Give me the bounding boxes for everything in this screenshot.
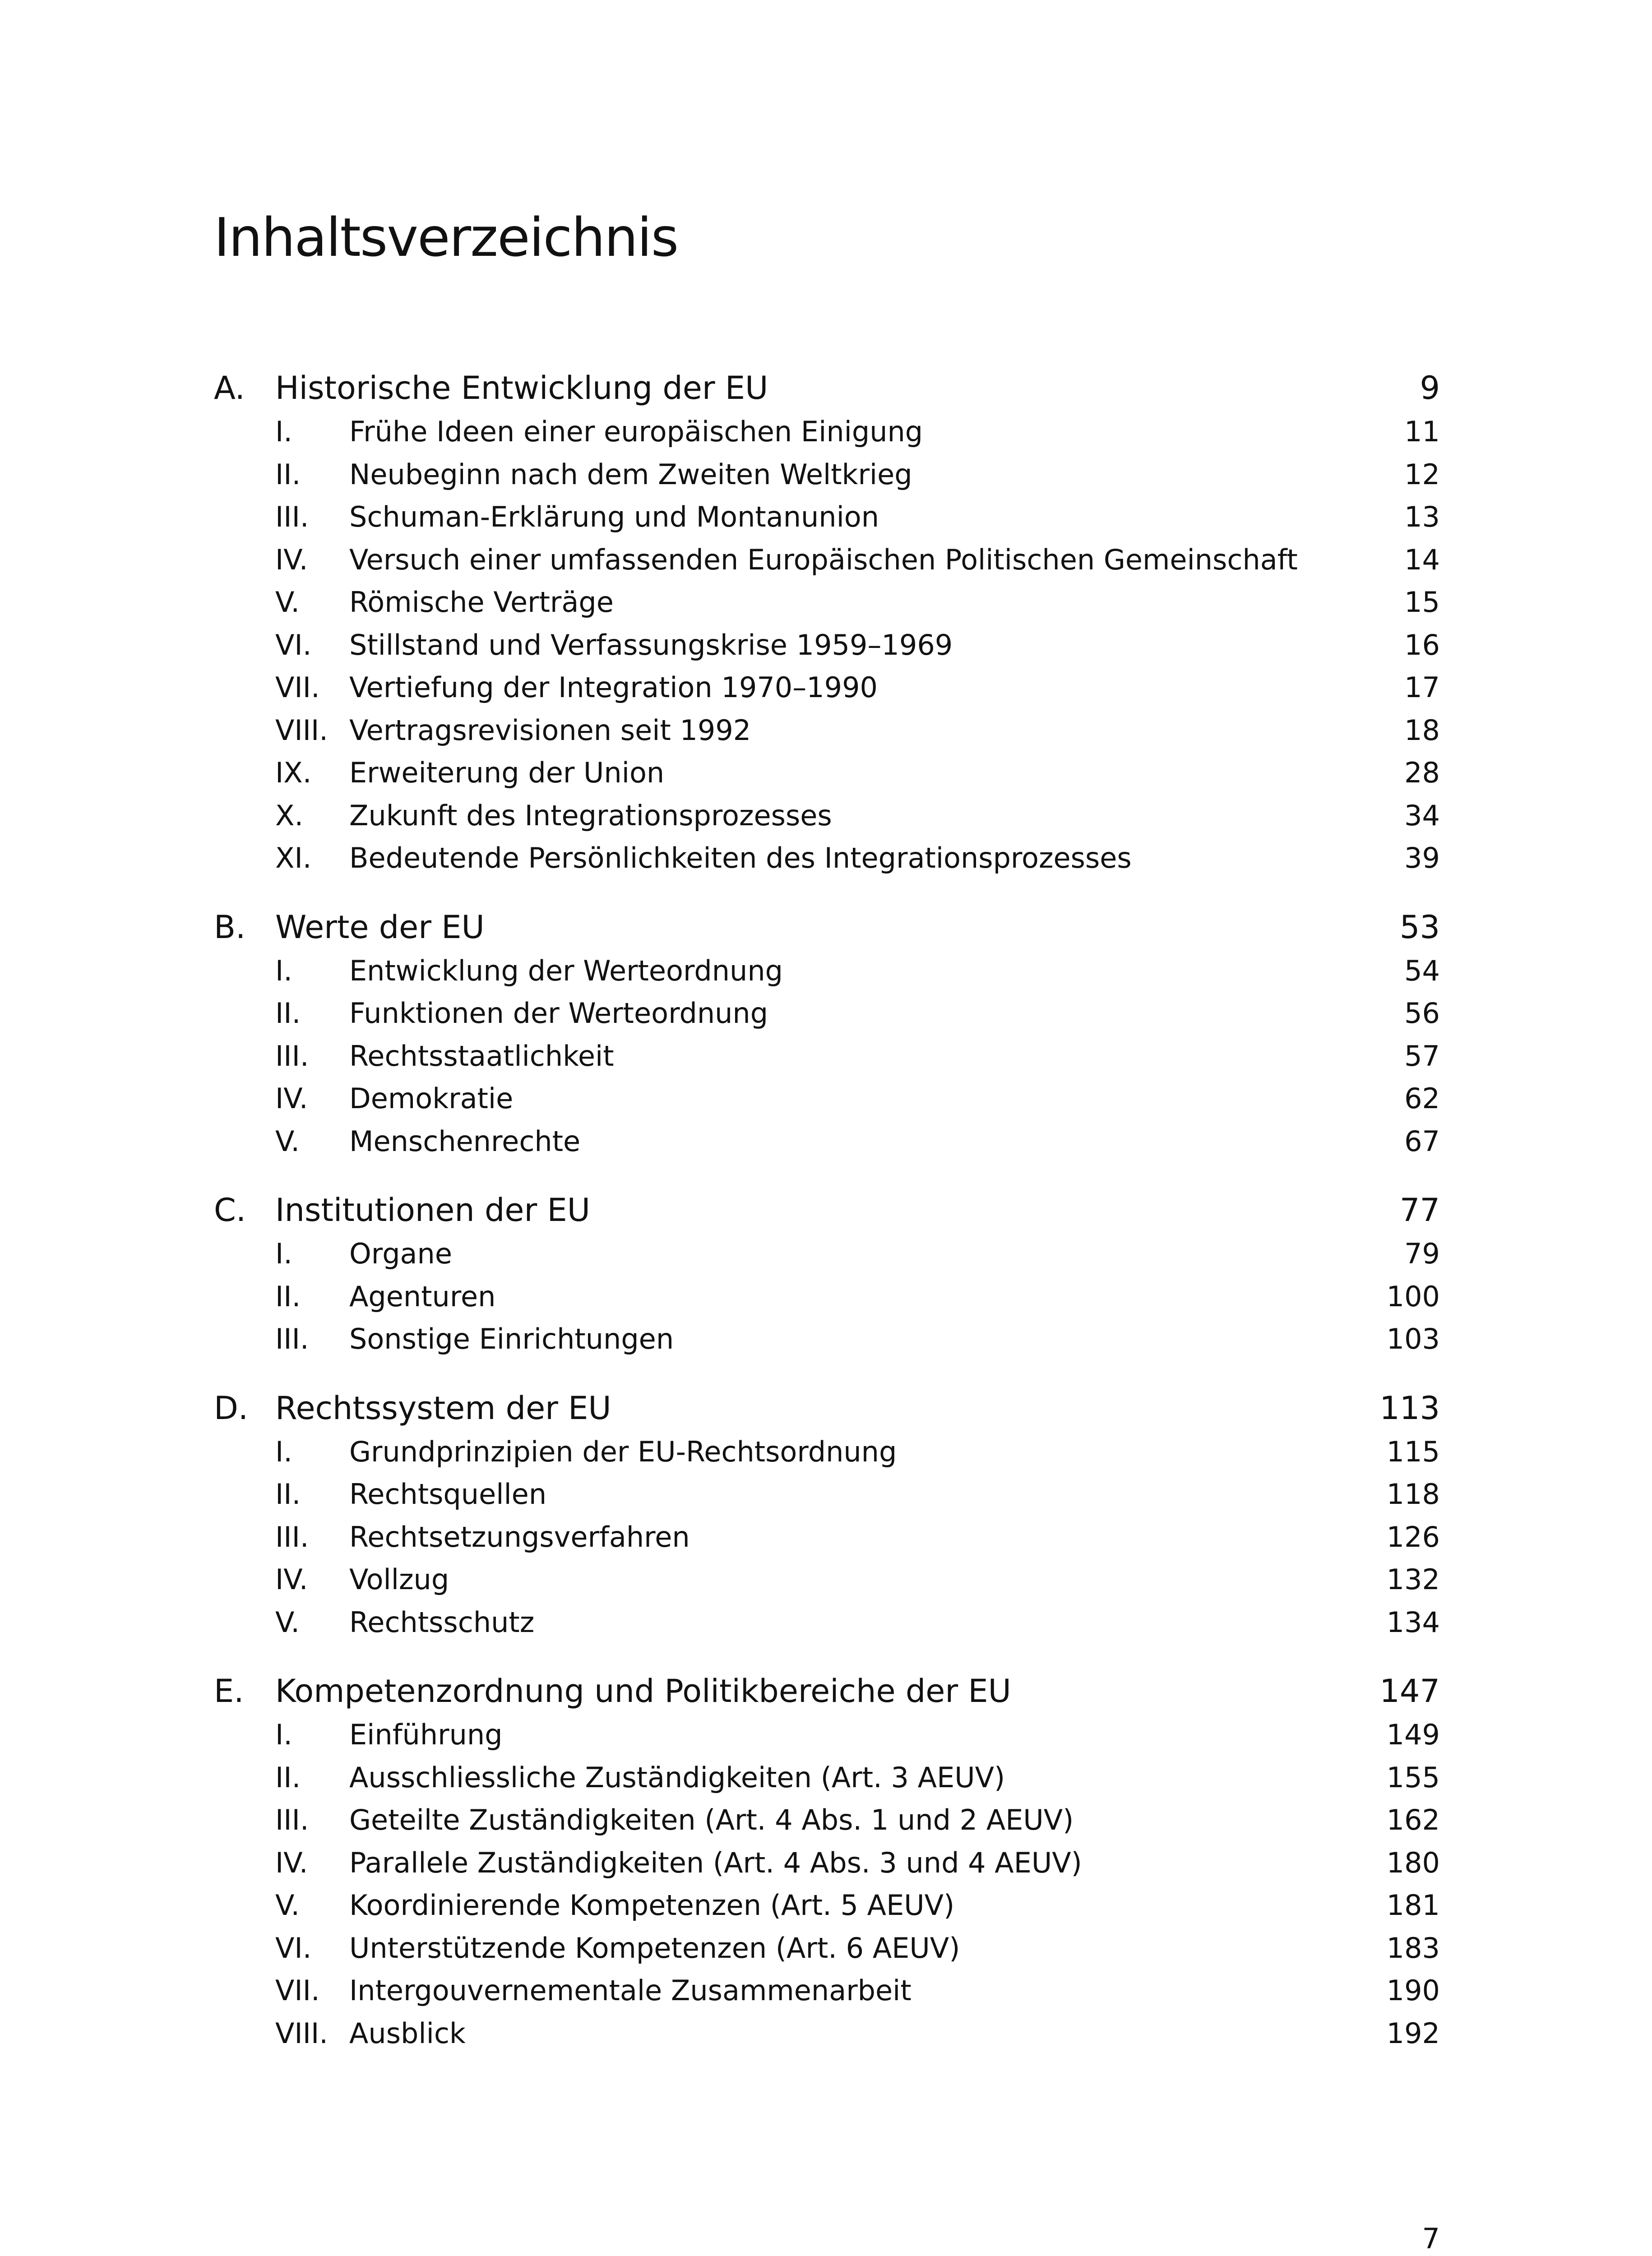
toc-subsection-entry[interactable] <box>214 1431 1440 1474</box>
toc-subsection-entry[interactable] <box>214 837 1440 880</box>
toc-subsection-entry[interactable] <box>214 1318 1440 1361</box>
subsection-title: Menschenrechte <box>349 1124 581 1158</box>
subsection-title: Einführung <box>349 1718 503 1751</box>
subsection-label: IV. <box>275 1082 308 1115</box>
toc-section <box>214 1188 1440 1361</box>
subsection-label: V. <box>275 1605 300 1639</box>
chapter-page: 53 <box>1399 908 1440 946</box>
subsection-title: Vertiefung der Integration 1970–1990 <box>349 671 878 704</box>
subsection-label: VIII. <box>275 713 328 747</box>
page-number: 7 <box>1422 2222 1440 2255</box>
subsection-label: IV. <box>275 1563 308 1596</box>
subsection-page: 11 <box>1404 415 1440 448</box>
toc-subsection-entry[interactable] <box>214 950 1440 993</box>
page-title: Inhaltsverzeichnis <box>214 206 678 268</box>
subsection-page: 162 <box>1386 1803 1440 1836</box>
subsection-page: 132 <box>1386 1563 1440 1596</box>
toc-subsection-entry[interactable] <box>214 1077 1440 1120</box>
subsection-page: 190 <box>1386 1974 1440 2007</box>
toc-subsection-entry[interactable] <box>214 666 1440 709</box>
toc-section <box>214 365 1440 880</box>
subsection-label: II. <box>275 997 301 1030</box>
subsection-label: VII. <box>275 671 320 704</box>
toc-subsection-entry[interactable] <box>214 2012 1440 2055</box>
subsection-label: VI. <box>275 1931 312 1965</box>
chapter-title: Kompetenzordnung und Politikbereiche der EU <box>275 1673 1011 1710</box>
subsection-title: Demokratie <box>349 1082 514 1115</box>
subsection-title: Unterstützende Kompetenzen (Art. 6 AEUV) <box>349 1931 960 1965</box>
subsection-title: Ausschliessliche Zuständigkeiten (Art. 3 AEUV) <box>349 1761 1005 1794</box>
subsection-title: Organe <box>349 1237 452 1270</box>
chapter-page: 113 <box>1379 1389 1440 1427</box>
chapter-title: Institutionen der EU <box>275 1192 590 1229</box>
subsection-label: III. <box>275 1520 309 1553</box>
toc-section <box>214 1386 1440 1644</box>
subsection-page: 183 <box>1386 1931 1440 1965</box>
subsection-page: 28 <box>1404 756 1440 789</box>
subsection-label: V. <box>275 1889 300 1922</box>
subsection-label: III. <box>275 1803 309 1836</box>
subsection-title: Zukunft des Integrationsprozesses <box>349 799 832 832</box>
subsection-page: 13 <box>1404 500 1440 533</box>
chapter-page: 9 <box>1420 370 1440 407</box>
chapter-label: C. <box>214 1192 246 1229</box>
chapter-title: Historische Entwicklung der EU <box>275 370 768 407</box>
toc-section <box>214 905 1440 1163</box>
subsection-label: III. <box>275 1322 309 1355</box>
subsection-title: Agenturen <box>349 1280 496 1313</box>
subsection-title: Rechtsetzungsverfahren <box>349 1520 690 1553</box>
toc-chapter-entry[interactable] <box>214 1188 1440 1233</box>
subsection-page: 192 <box>1386 2016 1440 2050</box>
subsection-title: Koordinierende Kompetenzen (Art. 5 AEUV) <box>349 1889 955 1922</box>
subsection-title: Rechtsquellen <box>349 1478 547 1511</box>
subsection-page: 56 <box>1404 997 1440 1030</box>
subsection-title: Vollzug <box>349 1563 449 1596</box>
subsection-page: 62 <box>1404 1082 1440 1115</box>
subsection-label: IV. <box>275 543 308 576</box>
subsection-page: 67 <box>1404 1124 1440 1158</box>
chapter-label: A. <box>214 370 245 407</box>
toc-subsection-entry[interactable] <box>214 1969 1440 2012</box>
toc-subsection-entry[interactable] <box>214 411 1440 453</box>
subsection-title: Ausblick <box>349 2016 466 2050</box>
subsection-page: 134 <box>1386 1605 1440 1639</box>
subsection-page: 100 <box>1386 1280 1440 1313</box>
toc-subsection-entry[interactable] <box>214 1842 1440 1885</box>
toc-subsection-entry[interactable] <box>214 1601 1440 1644</box>
toc-subsection-entry[interactable] <box>214 1120 1440 1163</box>
subsection-page: 18 <box>1404 713 1440 747</box>
subsection-title: Stillstand und Verfassungskrise 1959–1969 <box>349 628 953 661</box>
subsection-label: I. <box>275 1718 292 1751</box>
subsection-label: XI. <box>275 841 312 874</box>
subsection-title: Parallele Zuständigkeiten (Art. 4 Abs. 3 und 4 AEUV) <box>349 1846 1082 1879</box>
subsection-label: V. <box>275 586 300 619</box>
subsection-page: 149 <box>1386 1718 1440 1751</box>
subsection-label: III. <box>275 1039 309 1073</box>
subsection-title: Rechtsstaatlichkeit <box>349 1039 614 1073</box>
subsection-page: 34 <box>1404 799 1440 832</box>
subsection-title: Bedeutende Persönlichkeiten des Integrationsprozesses <box>349 841 1132 874</box>
table-of-contents <box>214 365 1440 2080</box>
subsection-label: VI. <box>275 628 312 661</box>
toc-subsection-entry[interactable] <box>214 1927 1440 1970</box>
toc-chapter-entry[interactable] <box>214 905 1440 950</box>
subsection-page: 180 <box>1386 1846 1440 1879</box>
subsection-label: VIII. <box>275 2016 328 2050</box>
subsection-label: I. <box>275 1237 292 1270</box>
subsection-label: IV. <box>275 1846 308 1879</box>
subsection-label: II. <box>275 1761 301 1794</box>
toc-subsection-entry[interactable] <box>214 795 1440 837</box>
subsection-title: Neubeginn nach dem Zweiten Weltkrieg <box>349 458 912 491</box>
subsection-title: Grundprinzipien der EU-Rechtsordnung <box>349 1435 897 1468</box>
subsection-page: 54 <box>1404 954 1440 987</box>
subsection-label: II. <box>275 1478 301 1511</box>
toc-subsection-entry[interactable] <box>214 992 1440 1035</box>
subsection-page: 115 <box>1386 1435 1440 1468</box>
chapter-label: E. <box>214 1673 244 1710</box>
subsection-label: I. <box>275 415 292 448</box>
subsection-title: Geteilte Zuständigkeiten (Art. 4 Abs. 1 und 2 AEUV) <box>349 1803 1074 1836</box>
subsection-title: Vertragsrevisionen seit 1992 <box>349 713 751 747</box>
subsection-title: Funktionen der Werteordnung <box>349 997 768 1030</box>
subsection-label: VII. <box>275 1974 320 2007</box>
subsection-page: 57 <box>1404 1039 1440 1073</box>
chapter-title: Rechtssystem der EU <box>275 1389 611 1427</box>
subsection-label: II. <box>275 1280 301 1313</box>
toc-subsection-entry[interactable] <box>214 752 1440 795</box>
chapter-label: D. <box>214 1389 249 1427</box>
subsection-title: Versuch einer umfassenden Europäischen Politischen Gemeinschaft <box>349 543 1298 576</box>
subsection-page: 118 <box>1386 1478 1440 1511</box>
toc-subsection-entry[interactable] <box>214 1035 1440 1078</box>
subsection-title: Römische Verträge <box>349 586 614 619</box>
toc-subsection-entry[interactable] <box>214 1558 1440 1601</box>
toc-subsection-entry[interactable] <box>214 1884 1440 1927</box>
toc-subsection-entry[interactable] <box>214 496 1440 539</box>
toc-subsection-entry[interactable] <box>214 1799 1440 1842</box>
toc-subsection-entry[interactable] <box>214 581 1440 624</box>
toc-subsection-entry[interactable] <box>214 1516 1440 1559</box>
subsection-page: 181 <box>1386 1889 1440 1922</box>
subsection-label: II. <box>275 458 301 491</box>
chapter-page: 77 <box>1399 1192 1440 1229</box>
subsection-label: V. <box>275 1124 300 1158</box>
subsection-label: III. <box>275 500 309 533</box>
toc-chapter-entry[interactable] <box>214 1669 1440 1714</box>
subsection-label: I. <box>275 954 292 987</box>
subsection-page: 126 <box>1386 1520 1440 1553</box>
chapter-title: Werte der EU <box>275 908 485 946</box>
toc-subsection-entry[interactable] <box>214 1714 1440 1757</box>
subsection-page: 39 <box>1404 841 1440 874</box>
subsection-title: Entwicklung der Werteordnung <box>349 954 783 987</box>
subsection-label: IX. <box>275 756 312 789</box>
toc-subsection-entry[interactable] <box>214 709 1440 752</box>
subsection-title: Rechtsschutz <box>349 1605 535 1639</box>
subsection-title: Intergouvernementale Zusammenarbeit <box>349 1974 912 2007</box>
toc-section <box>214 1669 1440 2055</box>
subsection-title: Erweiterung der Union <box>349 756 665 789</box>
chapter-label: B. <box>214 908 246 946</box>
subsection-title: Sonstige Einrichtungen <box>349 1322 674 1355</box>
subsection-page: 155 <box>1386 1761 1440 1794</box>
toc-subsection-entry[interactable] <box>214 1473 1440 1516</box>
subsection-label: I. <box>275 1435 292 1468</box>
toc-subsection-entry[interactable] <box>214 539 1440 582</box>
chapter-page: 147 <box>1379 1673 1440 1710</box>
subsection-page: 15 <box>1404 586 1440 619</box>
subsection-page: 16 <box>1404 628 1440 661</box>
toc-subsection-entry[interactable] <box>214 624 1440 667</box>
subsection-page: 79 <box>1404 1237 1440 1270</box>
toc-subsection-entry[interactable] <box>214 1757 1440 1799</box>
toc-chapter-entry[interactable] <box>214 1386 1440 1431</box>
toc-subsection-entry[interactable] <box>214 453 1440 496</box>
toc-subsection-entry[interactable] <box>214 1276 1440 1318</box>
subsection-label: X. <box>275 799 304 832</box>
subsection-page: 103 <box>1386 1322 1440 1355</box>
subsection-title: Schuman-Erklärung und Montanunion <box>349 500 879 533</box>
subsection-page: 17 <box>1404 671 1440 704</box>
subsection-page: 14 <box>1404 543 1440 576</box>
subsection-page: 12 <box>1404 458 1440 491</box>
toc-chapter-entry[interactable] <box>214 365 1440 411</box>
toc-subsection-entry[interactable] <box>214 1233 1440 1276</box>
subsection-title: Frühe Ideen einer europäischen Einigung <box>349 415 923 448</box>
